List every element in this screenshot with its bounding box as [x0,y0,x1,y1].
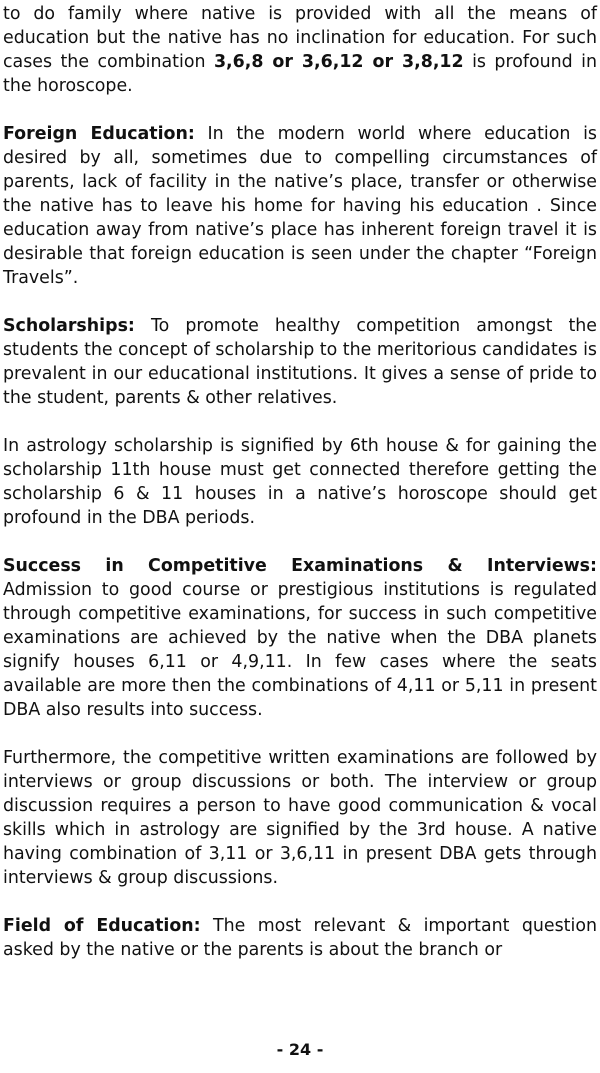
page-body [3,2,597,962]
paragraph-text: In the modern world where education is desired by all, sometimes due to compelling circumstances of parents, lack of facility in the native’s place, transfer or otherwise the native has to leave his home for having his education . Since education away from native’s place has inherent foreign travel it is desirable that foreign education is seen under the chapter “Foreign Travels”. [3,124,597,288]
paragraph-foreign-education [3,122,597,290]
paragraph-astrology-scholarship [3,434,597,530]
paragraph-text: Furthermore, the competitive written examinations are followed by interviews or group discussions or both. The interview or group discussion requires a person to have good communication & vocal skills which in astrology are signified by the 3rd house. A native having combination of 3,11 or 3,6,11 in present DBA gets through interviews & group discussions. [3,748,597,888]
paragraph-scholarships [3,314,597,410]
paragraph-text: To promote healthy competition amongst the students the concept of scholarship to the meritorious candidates is prevalent in our educational institutions. It gives a sense of pride to the student, parents & other relatives. [3,316,597,408]
paragraph-text: to do family where native is provided with all the means of education but the native has no inclination for education. For such cases the combination [3,4,597,72]
paragraph-text: is profound in the horoscope. [3,52,598,96]
paragraph-interviews [3,746,597,890]
paragraph-text: The most relevant & important question asked by the native or the parents is about the branch or [3,916,597,960]
paragraph-text: In astrology scholarship is signified by 6th house & for gaining the scholarship 11th house must get connected therefore getting the scholarship 6 & 11 houses in a native’s horoscope should get profound in the DBA periods. [3,436,597,528]
paragraph-text: Admission to good course or prestigious institutions is regulated through competitive examinations, for success in such competitive examinations are achieved by the native when the DBA planets signify houses 6,11 or 4,9,11. In few cases where the seats available are more then the combinations of 4,11 or 5,11 in present DBA also results into success. [3,580,597,720]
section-heading-foreign-education: Foreign Education: [3,124,195,144]
paragraph-competitive-examinations [3,554,597,722]
paragraph-combination [3,2,597,98]
section-heading-scholarships: Scholarships: [3,316,135,336]
combination-highlight: 3,6,8 or 3,6,12 or 3,8,12 [213,52,464,72]
page-number: - 24 - [276,1040,324,1059]
section-heading-competitive-examinations: Success in Competitive Examinations & Interviews: [3,556,597,576]
paragraph-field-of-education [3,914,597,962]
section-heading-field-of-education: Field of Education: [3,916,201,936]
